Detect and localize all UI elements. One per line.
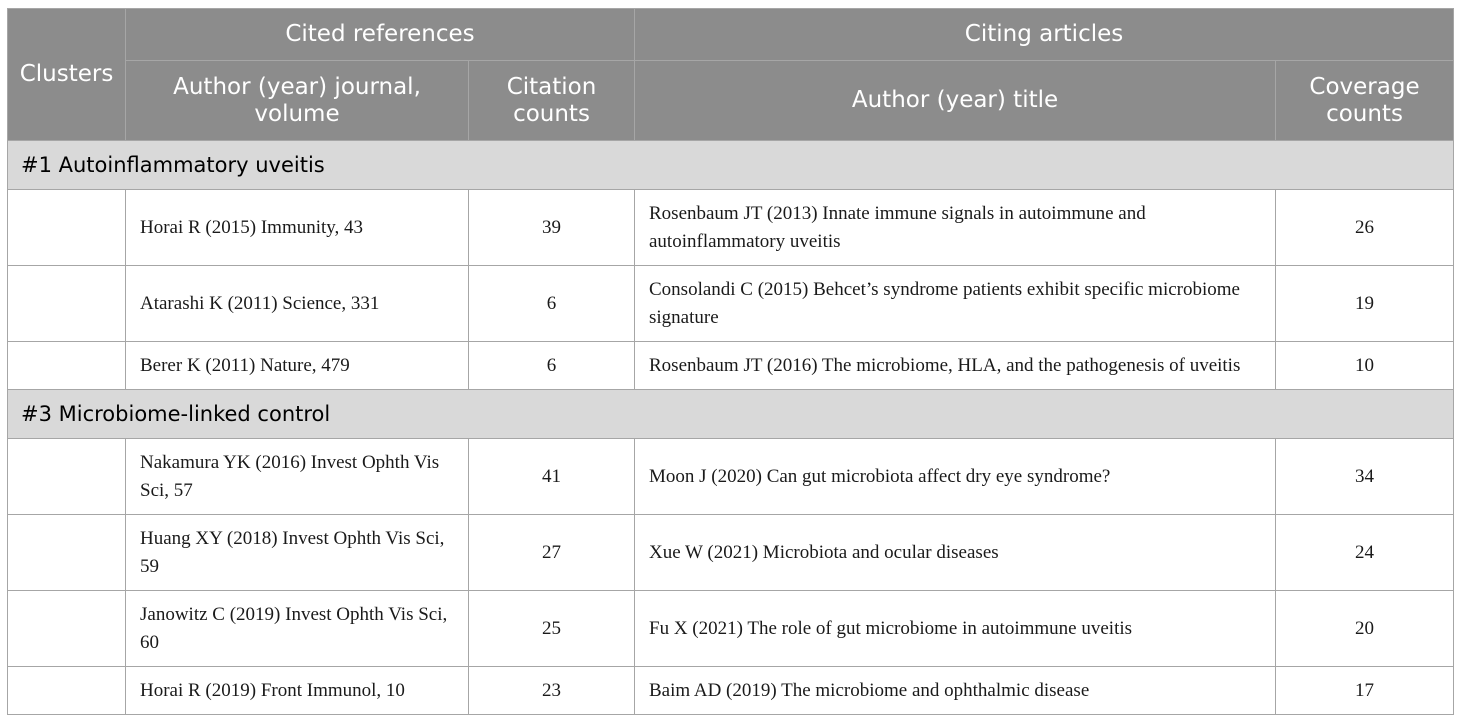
citation-count: 39 — [469, 190, 635, 266]
cited-reference: Horai R (2015) Immunity, 43 — [126, 190, 469, 266]
cluster-cell-empty — [8, 342, 126, 390]
table-row — [8, 342, 1454, 390]
citing-article: Consolandi C (2015) Behcet’s syndrome patients exhibit specific microbiome signature — [635, 266, 1276, 342]
cluster-label: #1 Autoinflammatory uveitis — [8, 141, 1454, 190]
cited-reference: Nakamura YK (2016) Invest Ophth Vis Sci, 57 — [126, 439, 469, 515]
cluster-cell-empty — [8, 266, 126, 342]
citation-count: 6 — [469, 342, 635, 390]
coverage-count: 34 — [1276, 439, 1454, 515]
header-author-year-journal: Author (year) journal, volume — [126, 61, 469, 141]
header-author-year-title: Author (year) title — [635, 61, 1276, 141]
cited-reference: Janowitz C (2019) Invest Ophth Vis Sci, 60 — [126, 591, 469, 667]
cluster-row — [8, 141, 1454, 190]
cluster-cell-empty — [8, 515, 126, 591]
table-row — [8, 515, 1454, 591]
coverage-count: 20 — [1276, 591, 1454, 667]
citing-article: Baim AD (2019) The microbiome and ophthalmic disease — [635, 667, 1276, 715]
citation-count: 6 — [469, 266, 635, 342]
coverage-count: 24 — [1276, 515, 1454, 591]
cluster-label: #3 Microbiome-linked control — [8, 390, 1454, 439]
cited-reference: Atarashi K (2011) Science, 331 — [126, 266, 469, 342]
cluster-row — [8, 390, 1454, 439]
table-row — [8, 667, 1454, 715]
coverage-count: 17 — [1276, 667, 1454, 715]
header-coverage-counts: Coverage counts — [1276, 61, 1454, 141]
coverage-count: 26 — [1276, 190, 1454, 266]
citation-count: 23 — [469, 667, 635, 715]
cited-reference: Horai R (2019) Front Immunol, 10 — [126, 667, 469, 715]
header-citing-articles: Citing articles — [635, 9, 1454, 61]
table-row — [8, 591, 1454, 667]
cited-reference: Berer K (2011) Nature, 479 — [126, 342, 469, 390]
cluster-cell-empty — [8, 667, 126, 715]
cluster-cell-empty — [8, 439, 126, 515]
citation-count: 25 — [469, 591, 635, 667]
coverage-count: 10 — [1276, 342, 1454, 390]
table-row — [8, 439, 1454, 515]
citing-article: Moon J (2020) Can gut microbiota affect dry eye syndrome? — [635, 439, 1276, 515]
header-citation-counts: Citation counts — [469, 61, 635, 141]
cited-reference: Huang XY (2018) Invest Ophth Vis Sci, 59 — [126, 515, 469, 591]
citing-article: Rosenbaum JT (2016) The microbiome, HLA, and the pathogenesis of uveitis — [635, 342, 1276, 390]
citation-table — [7, 8, 1454, 715]
table-row — [8, 190, 1454, 266]
table-row — [8, 266, 1454, 342]
header-cited-references: Cited references — [126, 9, 635, 61]
citing-article: Fu X (2021) The role of gut microbiome in autoimmune uveitis — [635, 591, 1276, 667]
citation-count: 41 — [469, 439, 635, 515]
citing-article: Xue W (2021) Microbiota and ocular diseases — [635, 515, 1276, 591]
citation-count: 27 — [469, 515, 635, 591]
header-clusters: Clusters — [8, 9, 126, 141]
cluster-cell-empty — [8, 190, 126, 266]
cluster-cell-empty — [8, 591, 126, 667]
citing-article: Rosenbaum JT (2013) Innate immune signals in autoimmune and autoinflammatory uveitis — [635, 190, 1276, 266]
coverage-count: 19 — [1276, 266, 1454, 342]
